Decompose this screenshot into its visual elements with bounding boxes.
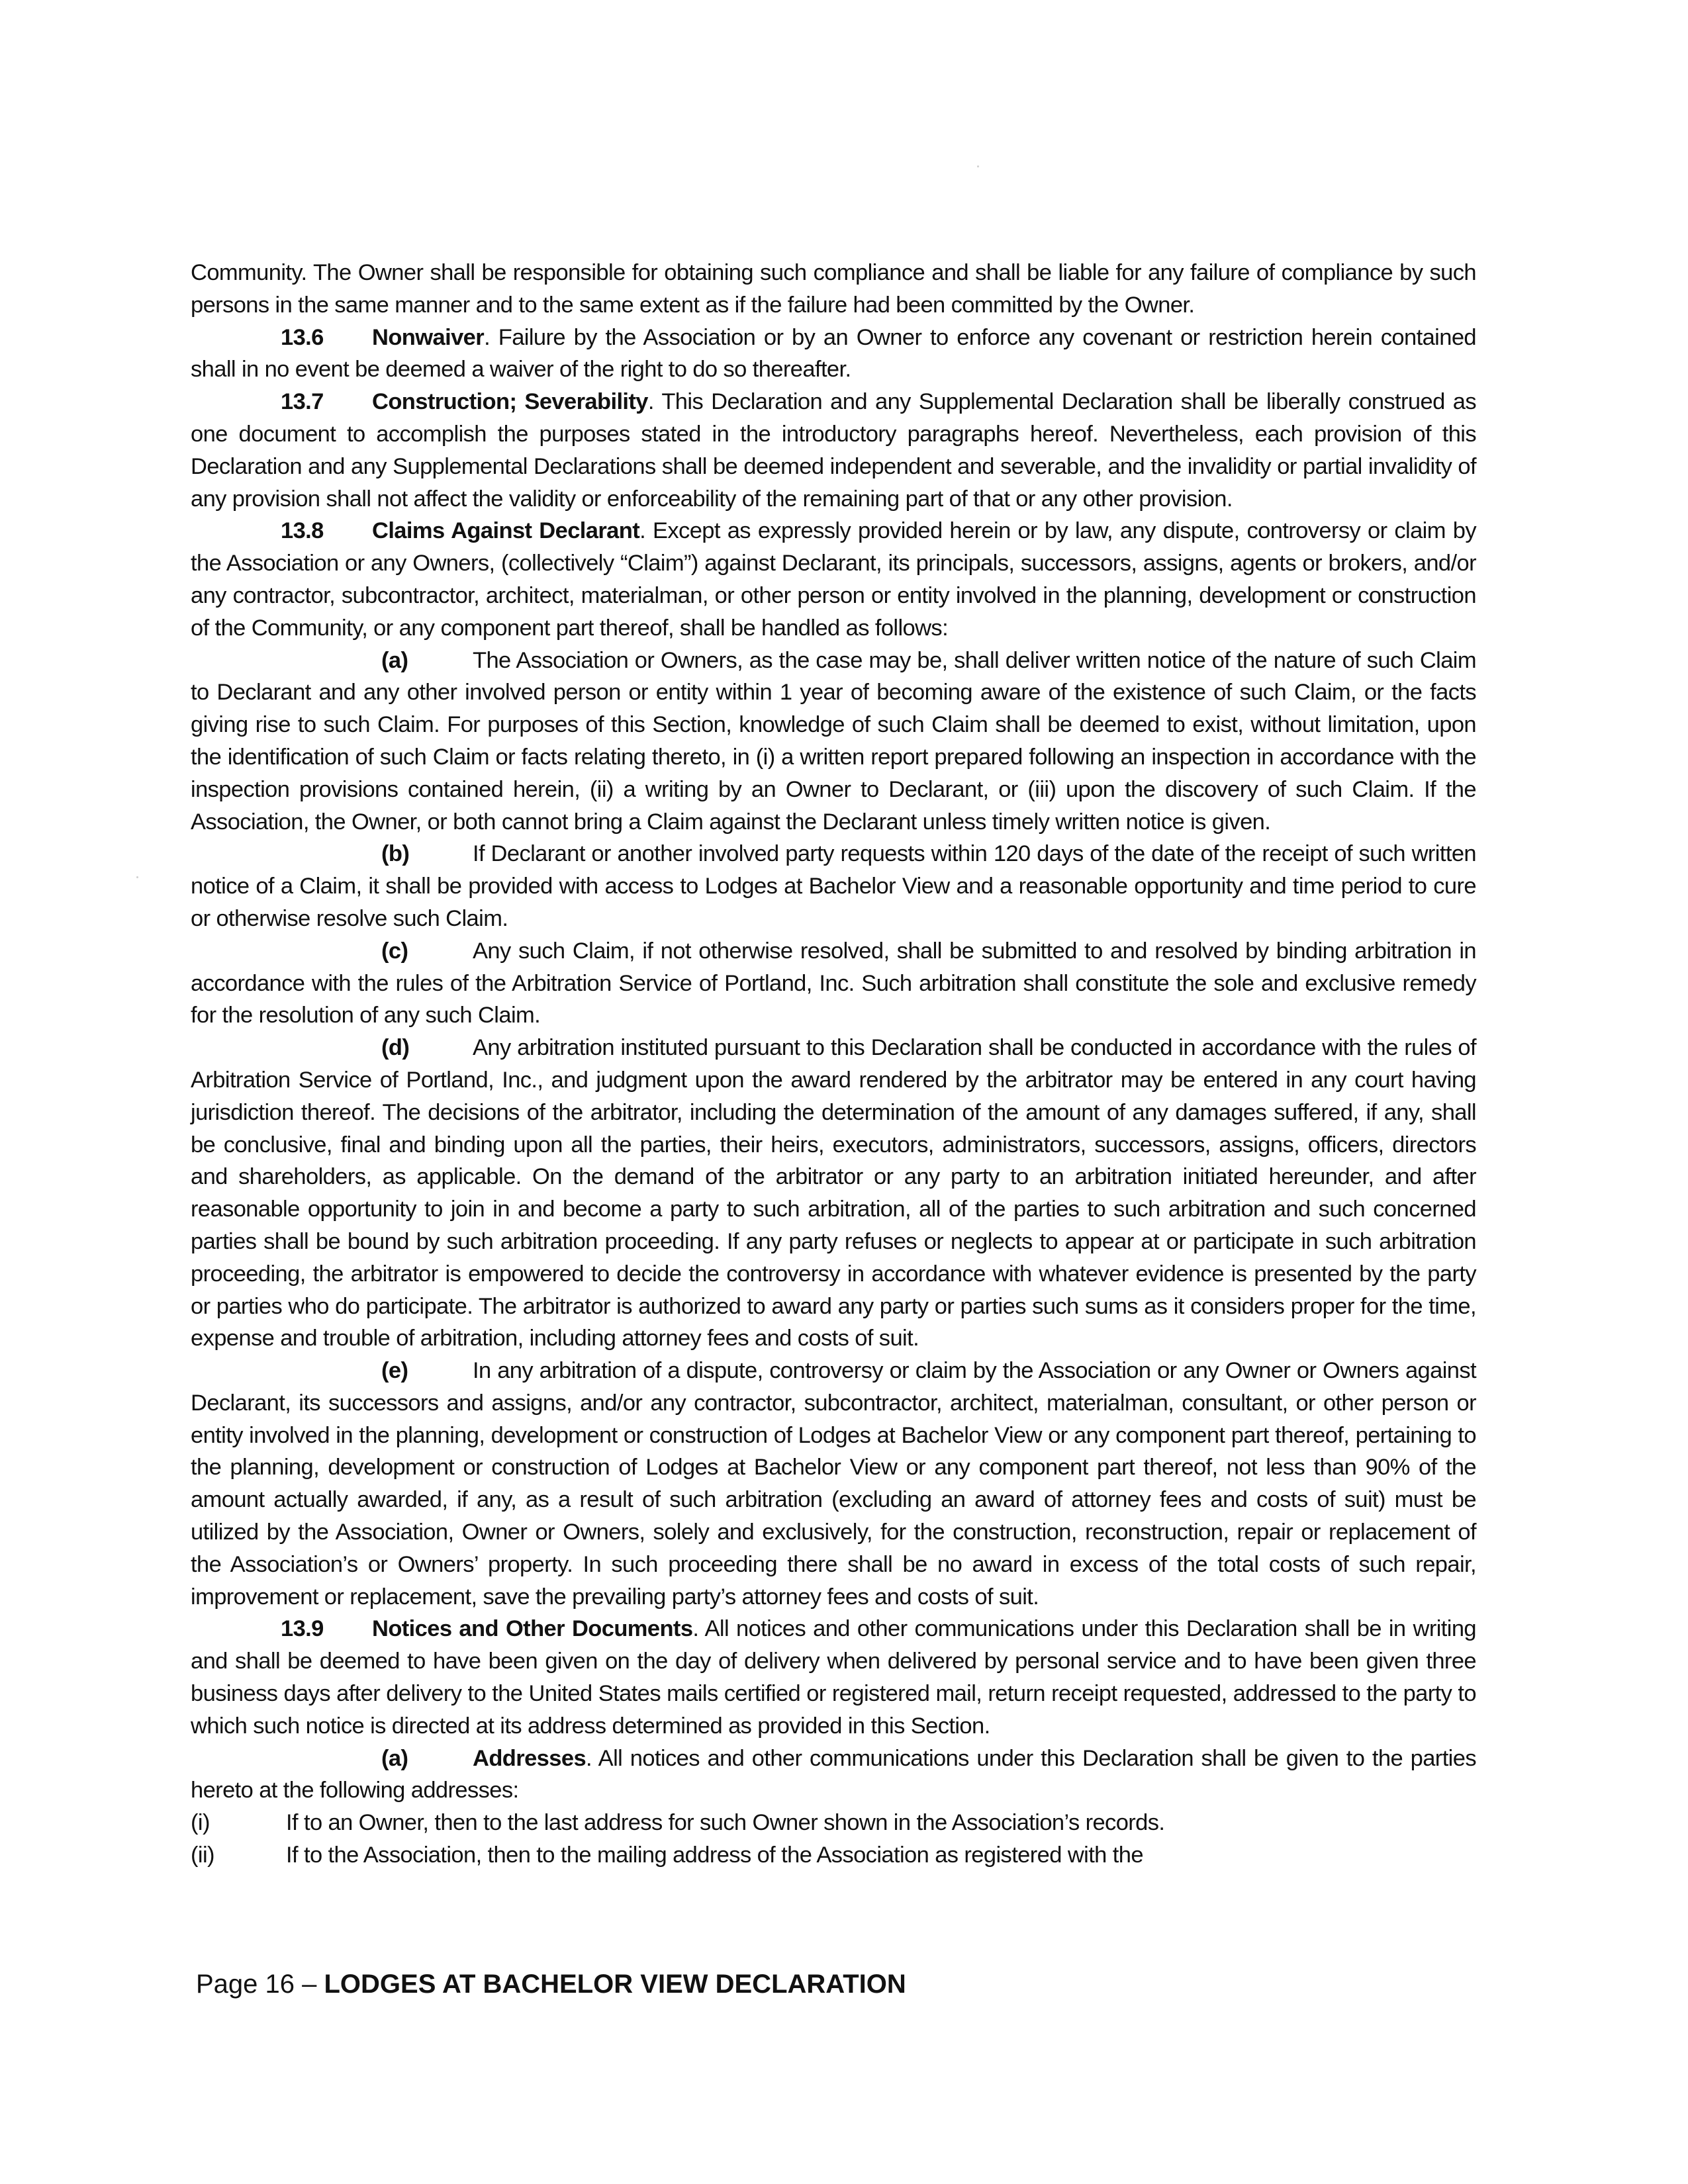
- subsection-text: The Association or Owners, as the case may be, shall deliver written notice of the nature of such Claim to Declarant and any other involved person or entity within 1 year of becoming aware of the existence of such Claim, or the facts giving rise to such Claim. For purposes of this Section, knowledge of such Claim shall be deemed to exist, without limitation, upon the identification of such Claim or facts relating thereto, in (i) a written report prepared following an inspection in accordance with the inspection provisions contained herein, (ii) a writing by an Owner to Declarant, or (iii) upon the discovery of such Claim. If the Association, the Owner, or both cannot bring a Claim against the Declarant unless timely written notice is given.: [191, 647, 1476, 835]
- item-text: If to the Association, then to the mailing address of the Association as registered with the: [286, 1843, 1143, 1868]
- subsection-label: (e): [381, 1358, 408, 1384]
- section-13-6: [191, 322, 1476, 387]
- section-13-9-a: [191, 1743, 1476, 1807]
- subsection-text: Any arbitration instituted pursuant to this Declaration shall be conducted in accordance with the rules of Arbitration Service of Portland, Inc., and judgment upon the award rendered by the arbitrator may be entered in any court having jurisdiction thereof. The decisions of the arbitrator, including the determination of the amount of any damages suffered, if any, shall be conclusive, final and binding upon all the parties, their heirs, executors, administrators, successors, assigns, officers, directors and shareholders, as applicable. On the demand of the arbitrator or any party to an arbitration initiated hereunder, and after reasonable opportunity to join in and become a party to such arbitration, all of the parties to such arbitration and such concerned parties shall be bound by such arbitration proceeding. If any party refuses or neglects to appear at or participate in such arbitration proceeding, the arbitrator is empowered to decide the controversy in accordance with whatever evidence is presented by the party or parties who do participate. The arbitrator is authorized to award any party or parties such sums as it considers proper for the time, expense and trouble of arbitration, including attorney fees and costs of suit.: [191, 1035, 1476, 1351]
- section-number: 13.8: [281, 518, 324, 544]
- section-13-9-a-ii: [191, 1839, 1476, 1872]
- subsection-label: (b): [381, 841, 410, 867]
- document-title: LODGES AT BACHELOR VIEW DECLARATION: [324, 1970, 906, 1999]
- page-number-label: Page 16 –: [196, 1970, 324, 1999]
- subsection-heading: Addresses: [473, 1745, 586, 1771]
- item-label: (i): [191, 1810, 210, 1836]
- subsection-label: (c): [381, 938, 408, 964]
- section-13-9-a-i: [191, 1807, 1476, 1839]
- section-heading: Nonwaiver: [372, 324, 485, 350]
- subsection-text: . All notices and other communications under this Declaration shall be given to the parties hereto at the following addresses:: [191, 1745, 1476, 1803]
- subsection-label: (a): [381, 647, 408, 673]
- scan-speck: [977, 165, 979, 167]
- section-heading: Construction; Severability: [372, 389, 648, 415]
- section-13-8: [191, 515, 1476, 644]
- paragraph-continuation: Community. The Owner shall be responsible for obtaining such compliance and shall be liable for any failure of compliance by such persons in the same manner and to the same extent as if the failure had been committed by the Owner.: [191, 260, 1476, 318]
- document-body: [191, 257, 1476, 1872]
- subsection-text: If Declarant or another involved party requests within 120 days of the date of the receipt of such written notice of a Claim, it shall be provided with access to Lodges at Bachelor View and a reasonable opportunity and time period to cure or otherwise resolve such Claim.: [191, 841, 1476, 931]
- section-number: 13.9: [281, 1616, 324, 1642]
- section-13-8-a: [191, 645, 1476, 839]
- item-text: If to an Owner, then to the last address for such Owner shown in the Association’s records.: [286, 1810, 1165, 1836]
- section-13-8-d: [191, 1032, 1476, 1355]
- section-number: 13.7: [281, 389, 324, 415]
- item-label: (ii): [191, 1843, 214, 1868]
- page-footer: [196, 1968, 906, 2000]
- subsection-label: (d): [381, 1035, 410, 1061]
- section-text: . Failure by the Association or by an Owner to enforce any covenant or restriction herein contained shall in no event be deemed a waiver of the right to do so thereafter.: [191, 324, 1476, 383]
- section-13-8-e: [191, 1355, 1476, 1613]
- subsection-text: Any such Claim, if not otherwise resolved, shall be submitted to and resolved by binding arbitration in accordance with the rules of the Arbitration Service of Portland, Inc. Such arbitration shall constitute the sole and exclusive remedy for the resolution of any such Claim.: [191, 938, 1476, 1028]
- subsection-label: (a): [381, 1745, 408, 1771]
- subsection-text: In any arbitration of a dispute, controversy or claim by the Association or any Owner or Owners against Declarant, its successors and assigns, and/or any contractor, subcontractor, architect, materialman, consultant, or other person or entity involved in the planning, development or construction of Lodges at Bachelor View or any component part thereof, pertaining to the planning, development or construction of Lodges at Bachelor View or any component part thereof, not less than 90% of the amount actually awarded, if any, as a result of such arbitration (excluding an award of attorney fees and costs of suit) must be utilized by the Association, Owner or Owners, solely and exclusively, for the construction, reconstruction, repair or replacement of the Association’s or Owners’ property. In such proceeding there shall be no award in excess of the total costs of such repair, improvement or replacement, save the prevailing party’s attorney fees and costs of suit.: [191, 1358, 1476, 1610]
- section-text: . All notices and other communications under this Declaration shall be in writing and shall be deemed to have been given on the day of delivery when delivered by personal service and to have been given three business days after delivery to the United States mails certified or registered mail, return receipt requested, addressed to the party to which such notice is directed at its address determined as provided in this Section.: [191, 1616, 1476, 1739]
- scan-speck: [136, 876, 138, 878]
- section-text: . Except as expressly provided herein or by law, any dispute, controversy or claim by the Association or any Owners, (collectively “Claim”) against Declarant, its principals, successors, assigns, agents or brokers, and/or any contractor, subcontractor, architect, materialman, or other person or entity involved in the planning, development or construction of the Community, or any component part thereof, shall be handled as follows:: [191, 518, 1476, 641]
- section-heading: Notices and Other Documents: [372, 1616, 693, 1642]
- section-number: 13.6: [281, 324, 324, 350]
- section-13-8-c: [191, 935, 1476, 1032]
- section-text: . This Declaration and any Supplemental Declaration shall be liberally construed as one document to accomplish the purposes stated in the introductory paragraphs hereof. Nevertheless, each provision of this Declaration and any Supplemental Declarations shall be deemed independent and severable, and the invalidity or partial invalidity of any provision shall not affect the validity or enforceability of the remaining part of that or any other provision.: [191, 389, 1476, 512]
- section-heading: Claims Against Declarant: [372, 518, 640, 544]
- section-13-7: [191, 386, 1476, 515]
- section-13-9: [191, 1613, 1476, 1742]
- section-13-8-b: [191, 838, 1476, 934]
